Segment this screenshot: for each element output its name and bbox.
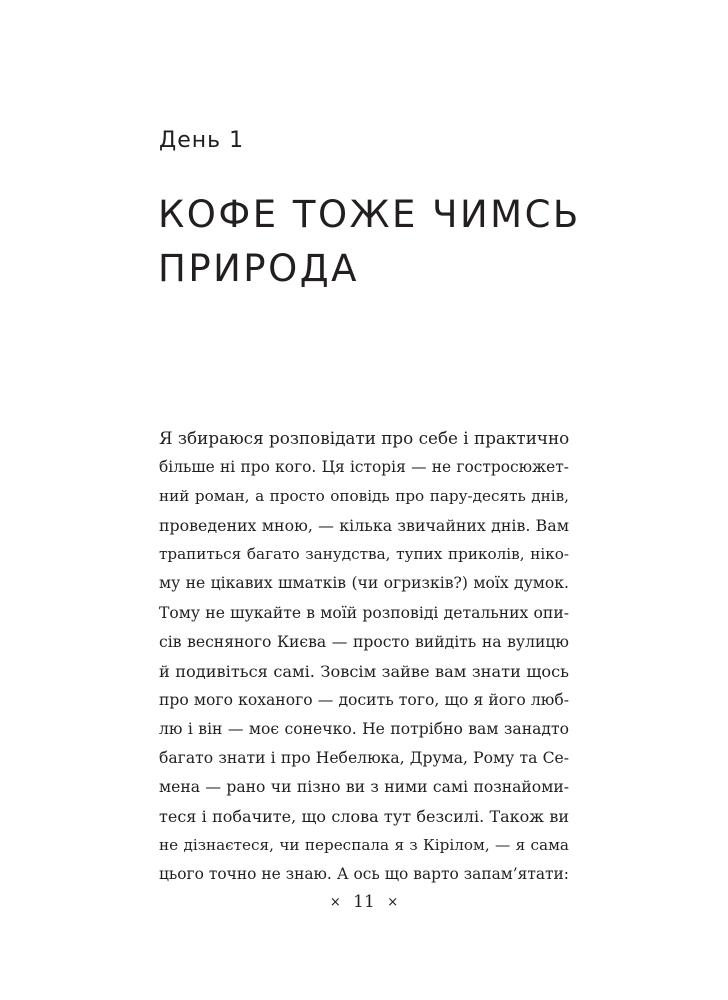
text-line: теся і побачите, що слова тут безсилі. Також ви <box>159 807 569 827</box>
chapter-label: День 1 <box>159 128 245 153</box>
text-line: й подивіться самі. Зовсім зайве вам знати щось <box>159 661 569 681</box>
text-line: Я збираюся розповідати про себе і практично <box>159 428 570 448</box>
footer-ornament-right: × <box>387 895 399 910</box>
text-line: проведених мною, — кілька звичайних днів. Вам <box>159 516 569 536</box>
chapter-title-line: КОФЕ ТОЖЕ ЧИМСЬ <box>158 193 581 236</box>
text-line: мена — рано чи пізно ви з ними самі познайоми- <box>159 778 569 797</box>
text-line: сів весняного Києва — просто вийдіть на вулицю <box>159 632 569 651</box>
text-line: про мого коханого — досить того, що я його люб- <box>159 690 569 709</box>
page-footer <box>0 890 728 915</box>
chapter-title <box>158 188 581 296</box>
text-line: му не цікавих шматків (чи огризків?) моїх думок. <box>159 574 569 593</box>
text-line: ний роман, а просто оповідь про пару-десять днів, <box>159 487 569 506</box>
text-line: більше ні про кого. Ця історія — не гостросюжет- <box>159 458 569 477</box>
text-line: лю і він — моє сонечко. Не потрібно вам занадто <box>159 719 569 738</box>
body-paragraph <box>159 424 569 890</box>
text-line: не дізнаєтеся, чи переспала я з Кірілом, — я сама <box>159 836 569 855</box>
text-line: багато знати і про Небелюка, Друма, Рому та Се- <box>159 749 569 768</box>
page-number: 11 <box>353 892 375 912</box>
footer-ornament-left: × <box>329 895 341 910</box>
text-line: Тому не шукайте в моїй розповіді детальних опи- <box>159 603 569 622</box>
chapter-title-line: ПРИРОДА <box>158 247 359 290</box>
text-line: цього точно не знаю. А ось що варто запам’ятати: <box>159 865 569 884</box>
text-line: трапиться багато занудства, тупих приколів, ніко- <box>159 545 569 564</box>
